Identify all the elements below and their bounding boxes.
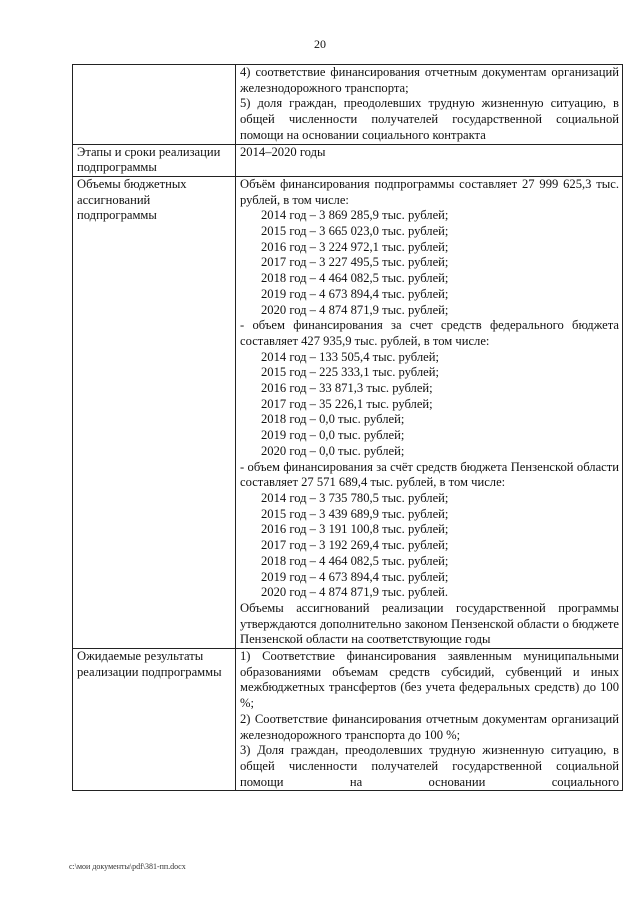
table-row-budget xyxy=(73,176,623,648)
row-label xyxy=(73,65,236,145)
federal-year-line: 2018 год – 0,0 тыс. рублей; xyxy=(261,412,405,427)
row-value: 2014–2020 годы xyxy=(236,144,623,176)
federal-year-line: 2019 год – 0,0 тыс. рублей; xyxy=(261,428,405,443)
regional-year-line: 2016 год – 3 191 100,8 тыс. рублей; xyxy=(261,522,449,537)
result-item-1: 1) Соответствие финансирования заявленным муниципальными образованиями объемам средств субсидий, субвенций и иных межбюджетных трансфертов (без учета федеральных средств) до 100 %; xyxy=(240,649,619,711)
total-year-line: 2017 год – 3 227 495,5 тыс. рублей; xyxy=(261,255,449,270)
result-item-5: 5) доля граждан, преодолевших трудную жизненную ситуацию, в общей численности получателей государственной социальной помощи на основании социального контракта xyxy=(240,96,619,142)
regional-financing-intro: - объем финансирования за счёт средств бюджета Пензенской области составляет 27 571 689,4 тыс. рублей, в том числе: xyxy=(240,459,619,490)
federal-year-line: 2016 год – 33 871,3 тыс. рублей; xyxy=(261,381,433,396)
result-item-3: 3) Доля граждан, преодолевших трудную жизненную ситуацию, в общей численности получателей государственной социальной помощи на основании социального xyxy=(240,743,619,789)
regional-year-line: 2018 год – 4 464 082,5 тыс. рублей; xyxy=(261,553,449,568)
federal-year-line: 2020 год – 0,0 тыс. рублей; xyxy=(261,443,405,458)
total-financing-intro: Объём финансирования подпрограммы составляет 27 999 625,3 тыс. рублей, в том числе: xyxy=(240,176,619,207)
regional-year-line: 2019 год – 4 673 894,4 тыс. рублей; xyxy=(261,569,449,584)
federal-financing-intro: - объем финансирования за счет средств федерального бюджета составляет 427 935,9 тыс. рублей, в том числе: xyxy=(240,318,619,348)
table-row-expected-results xyxy=(73,649,623,791)
regional-year-line: 2020 год – 4 874 871,9 тыс. рублей. xyxy=(261,585,449,600)
federal-year-line: 2014 год – 133 505,4 тыс. рублей; xyxy=(261,349,439,364)
total-year-line: 2014 год – 3 869 285,9 тыс. рублей; xyxy=(261,208,449,223)
federal-year-line: 2017 год – 35 226,1 тыс. рублей; xyxy=(261,396,433,411)
regional-year-line: 2017 год – 3 192 269,4 тыс. рублей; xyxy=(261,538,449,553)
row-label: Ожидаемые результаты реализации подпрограммы xyxy=(73,649,236,791)
total-year-line: 2020 год – 4 874 871,9 тыс. рублей; xyxy=(261,302,449,317)
row-label: Объемы бюджетных ассигнований подпрограммы xyxy=(73,176,236,648)
regional-year-line: 2014 год – 3 735 780,5 тыс. рублей; xyxy=(261,490,449,505)
total-year-line: 2019 год – 4 673 894,4 тыс. рублей; xyxy=(261,286,449,301)
page-number: 20 xyxy=(314,37,326,51)
subprogram-passport-table xyxy=(72,64,623,791)
row-label: Этапы и сроки реализации подпрограммы xyxy=(73,144,236,176)
appropriations-note: Объемы ассигнований реализации государственной программы утверждаются дополнительно законом Пензенской области о бюджете Пензенской области на соответствующие годы xyxy=(240,600,619,647)
regional-year-line: 2015 год – 3 439 689,9 тыс. рублей; xyxy=(261,506,449,521)
table-row-results-continued xyxy=(73,65,623,145)
total-year-line: 2018 год – 4 464 082,5 тыс. рублей; xyxy=(261,271,449,286)
total-year-line: 2016 год – 3 224 972,1 тыс. рублей; xyxy=(261,239,449,254)
result-item-2: 2) Соответствие финансирования отчетным документам организаций железнодорожного транспорта до 100 %; xyxy=(240,711,619,742)
total-year-line: 2015 год – 3 665 023,0 тыс. рублей; xyxy=(261,224,449,239)
federal-year-line: 2015 год – 225 333,1 тыс. рублей; xyxy=(261,365,439,380)
file-path-footer: c:\мои документы\pdf\381-пп.docx xyxy=(69,862,186,871)
table-row-stages xyxy=(73,144,623,176)
result-item-4: 4) соответствие финансирования отчетным документам организаций железнодорожного транспорта; xyxy=(240,65,619,95)
